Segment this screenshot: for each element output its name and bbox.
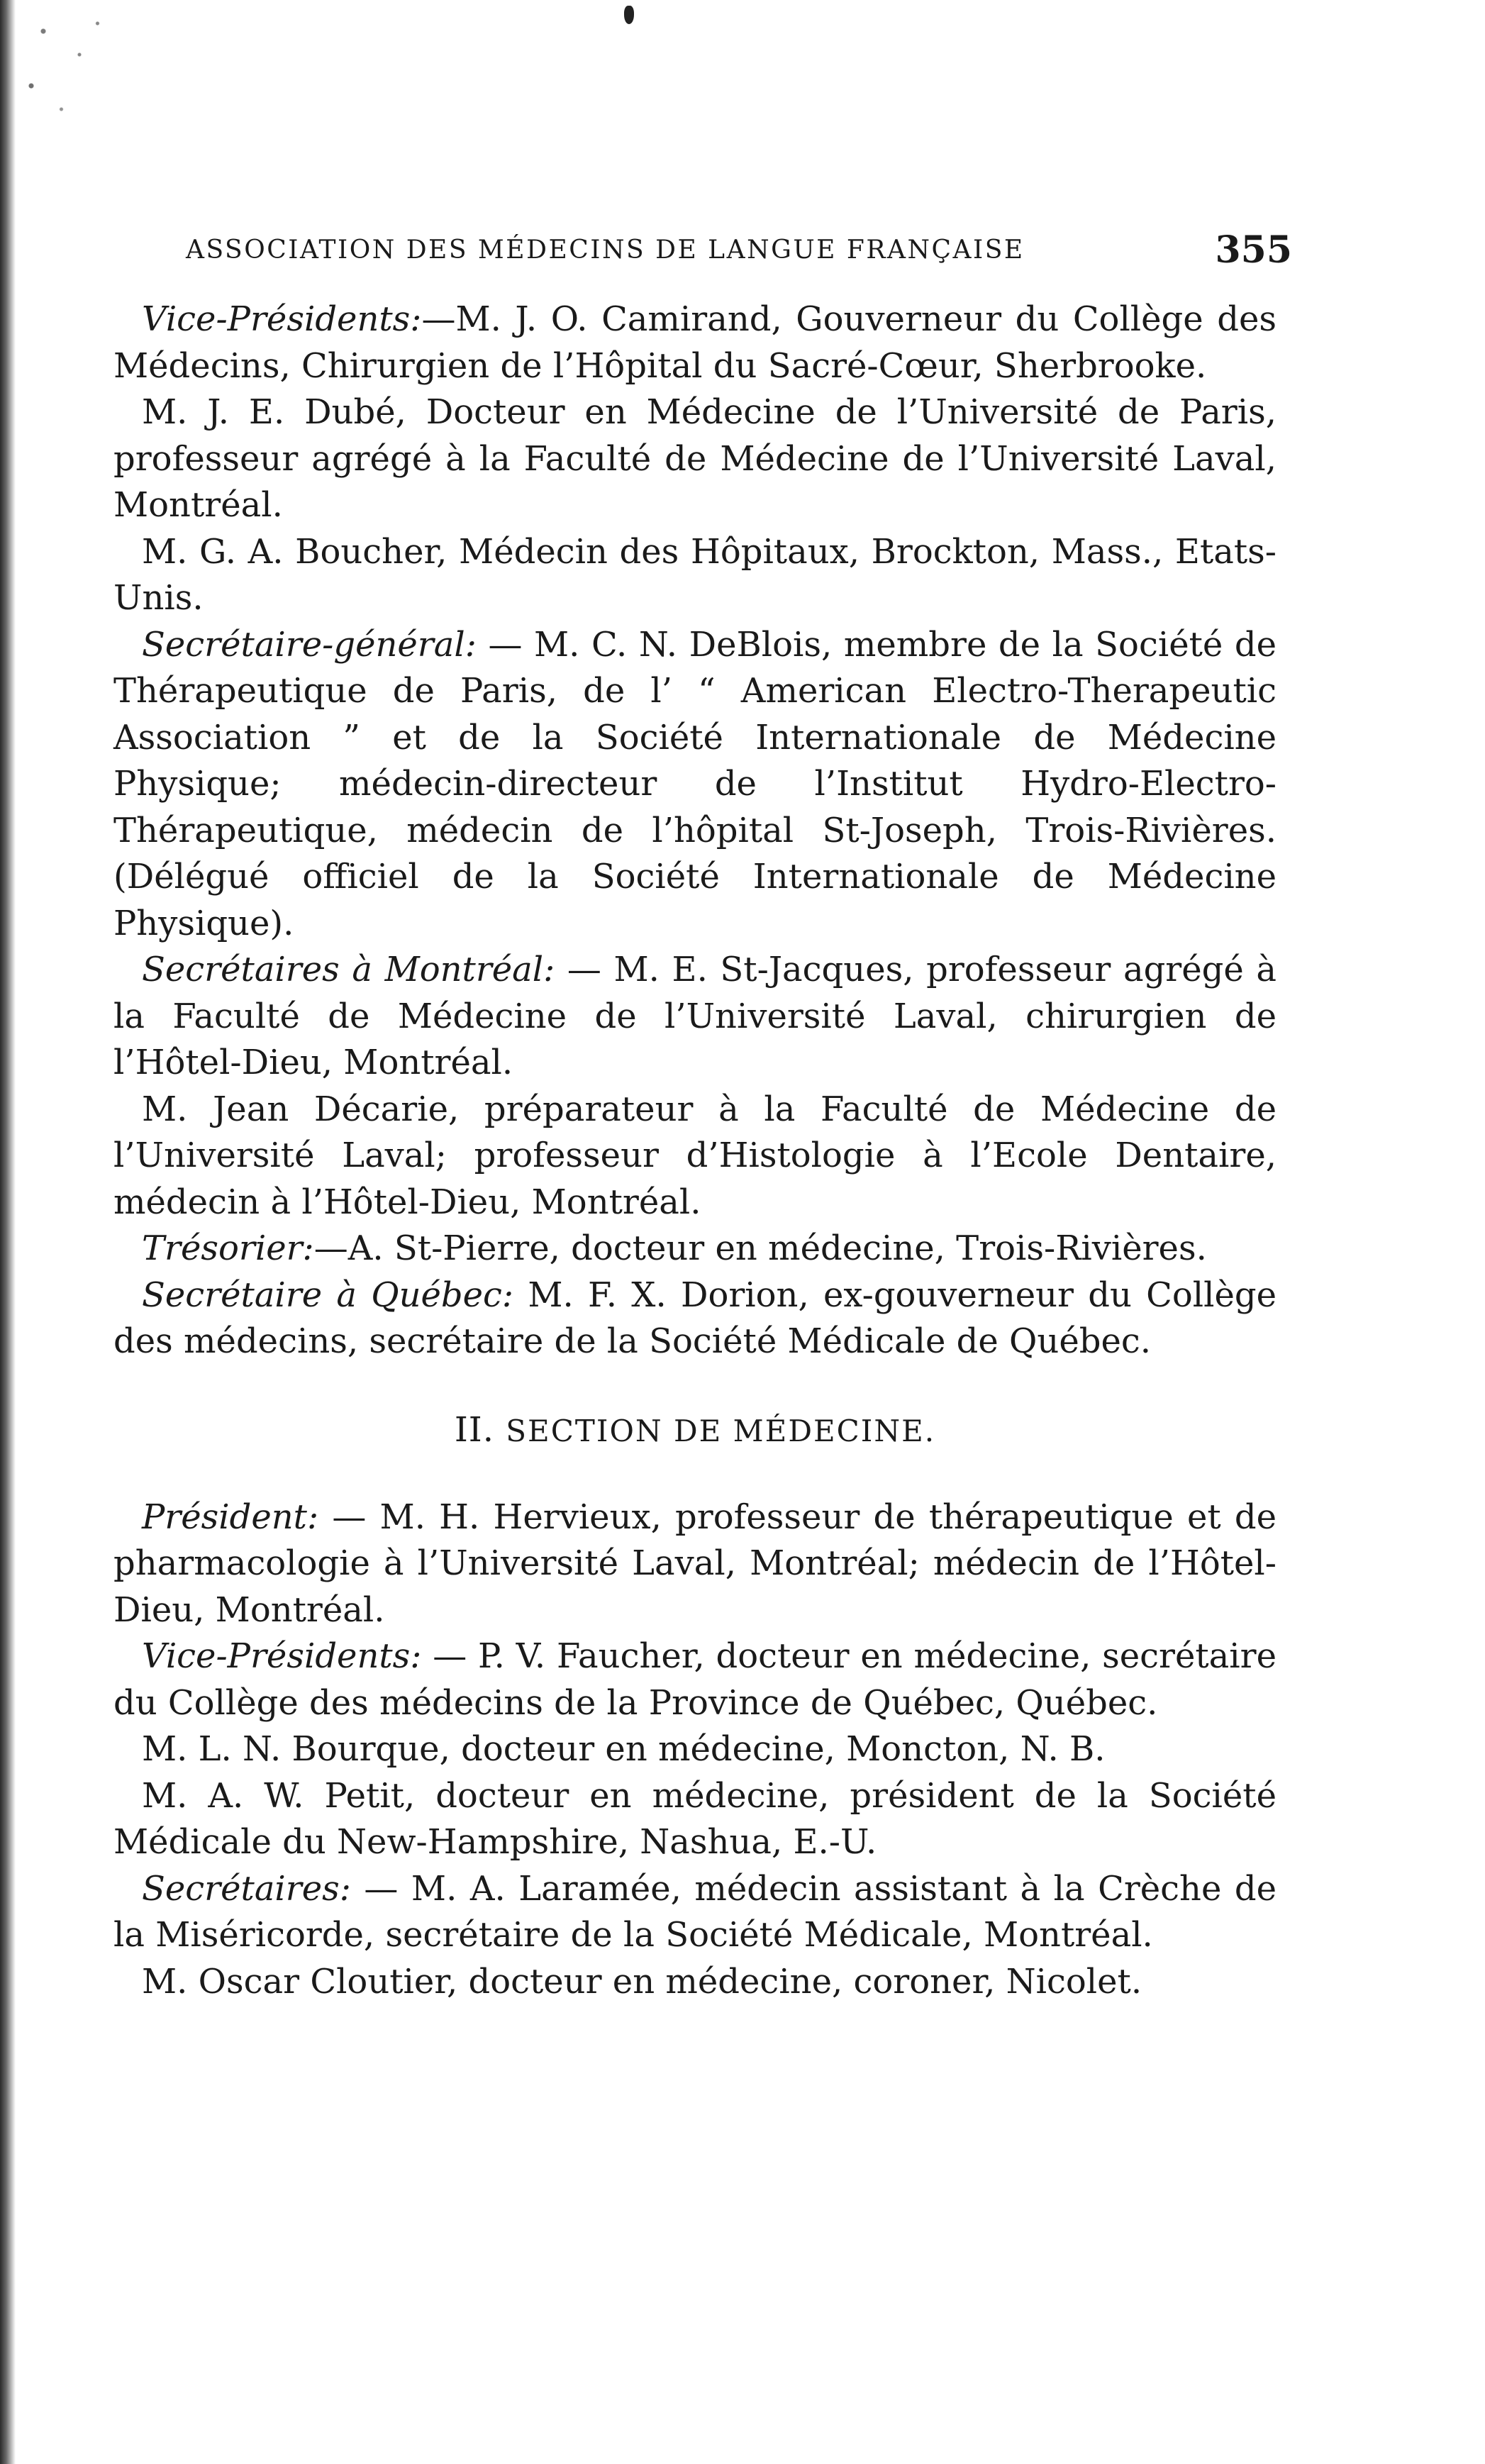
officer-text: M. A. W. Petit, docteur en médecine, président de la Société Médicale du New-Hampshire, Nashua, E.-U.	[113, 1775, 1277, 1862]
officer-entry	[113, 1272, 1277, 1365]
officer-role: Président:	[142, 1497, 319, 1537]
officer-entry	[113, 622, 1277, 948]
officer-role: Secrétaire à Québec:	[142, 1275, 514, 1315]
running-head-title: ASSOCIATION DES MÉDECINS DE LANGUE FRANÇAISE	[186, 235, 1025, 265]
officer-role: Secrétaires à Montréal:	[142, 950, 555, 989]
officers-list-medecine	[113, 1494, 1277, 2006]
officer-text: — M. E. St-Jacques, professeur agrégé à la Faculté de Médecine de l’Université Laval, chirurgien de l’Hôtel-Dieu, Montréal.	[113, 950, 1277, 1082]
officer-text: —A. St-Pierre, docteur en médecine, Trois-Rivières.	[313, 1228, 1207, 1268]
officer-entry	[113, 1866, 1277, 1959]
page-speckle	[7, 0, 128, 156]
officer-entry	[113, 1633, 1277, 1726]
binding-shadow	[0, 0, 16, 2464]
officer-text: — P. V. Faucher, docteur en médecine, secrétaire du Collège des médecins de la Province de Québec, Québec.	[113, 1636, 1277, 1723]
ink-mark	[624, 6, 634, 24]
officer-entry	[113, 1726, 1277, 1773]
page-number: 355	[1215, 228, 1292, 272]
section-heading	[113, 1406, 1277, 1455]
officer-entry	[113, 1087, 1277, 1226]
officer-text: M. F. X. Dorion, ex-gouverneur du Collège des médecins, secrétaire de la Société Médicale de Québec.	[113, 1275, 1277, 1361]
officer-entry	[113, 529, 1277, 622]
text-block	[113, 296, 1277, 2005]
section-title: SECTION DE MÉDECINE.	[506, 1413, 936, 1448]
officer-role: Vice-Présidents:	[142, 299, 422, 339]
officer-entry	[113, 1773, 1277, 1866]
officer-text: — M. H. Hervieux, professeur de thérapeutique et de pharmacologie à l’Université Laval, Montréal; médecin de l’Hôtel-Dieu, Montréal.	[113, 1497, 1277, 1630]
officer-entry	[113, 1959, 1277, 2006]
officer-text: M. Oscar Cloutier, docteur en médecine, coroner, Nicolet.	[142, 1961, 1142, 2002]
running-head	[186, 228, 1292, 285]
officer-entry	[113, 296, 1277, 389]
officer-entry	[113, 1226, 1277, 1272]
officer-role: Secrétaire-général:	[142, 624, 477, 665]
officer-entry	[113, 389, 1277, 529]
officer-text: M. G. A. Boucher, Médecin des Hôpitaux, Brockton, Mass., Etats-Unis.	[113, 531, 1277, 618]
officer-entry	[113, 1494, 1277, 1634]
officer-text: M. J. E. Dubé, Docteur en Médecine de l’Université de Paris, professeur agrégé à la Faculté de Médecine de l’Université Laval, Montréal.	[113, 392, 1277, 525]
officer-role: Secrétaires:	[142, 1868, 351, 1909]
section-numeral: II.	[454, 1409, 495, 1450]
officer-text: — M. C. N. DeBlois, membre de la Société de Thérapeutique de Paris, de l’ “ American Electro-Therapeutic Association ” et de la Société Internationale de Médecine Physique; médecin-directeur de l’Institut Hydro-Electro-Thérapeutique, médecin de l’hôpital St-Joseph, Trois-Rivières. (Délégué officiel de la Société Internationale de Médecine Physique).	[113, 624, 1277, 943]
officer-text: M. L. N. Bourque, docteur en médecine, Moncton, N. B.	[142, 1729, 1106, 1769]
officer-role: Trésorier:	[142, 1228, 314, 1268]
officer-text: M. Jean Décarie, préparateur à la Faculté de Médecine de l’Université Laval; professeur d’Histologie à l’Ecole Dentaire, médecin à l’Hôtel-Dieu, Montréal.	[113, 1089, 1277, 1222]
officer-role: Vice-Présidents:	[142, 1636, 422, 1676]
officer-text: — M. A. Laramée, médecin assistant à la Crèche de la Miséricorde, secrétaire de la Société Médicale, Montréal.	[113, 1868, 1277, 1955]
officers-list-general	[113, 296, 1277, 1365]
officer-entry	[113, 947, 1277, 1087]
officer-text: —M. J. O. Camirand, Gouverneur du Collège des Médecins, Chirurgien de l’Hôpital du Sacré-Cœur, Sherbrooke.	[113, 299, 1277, 386]
